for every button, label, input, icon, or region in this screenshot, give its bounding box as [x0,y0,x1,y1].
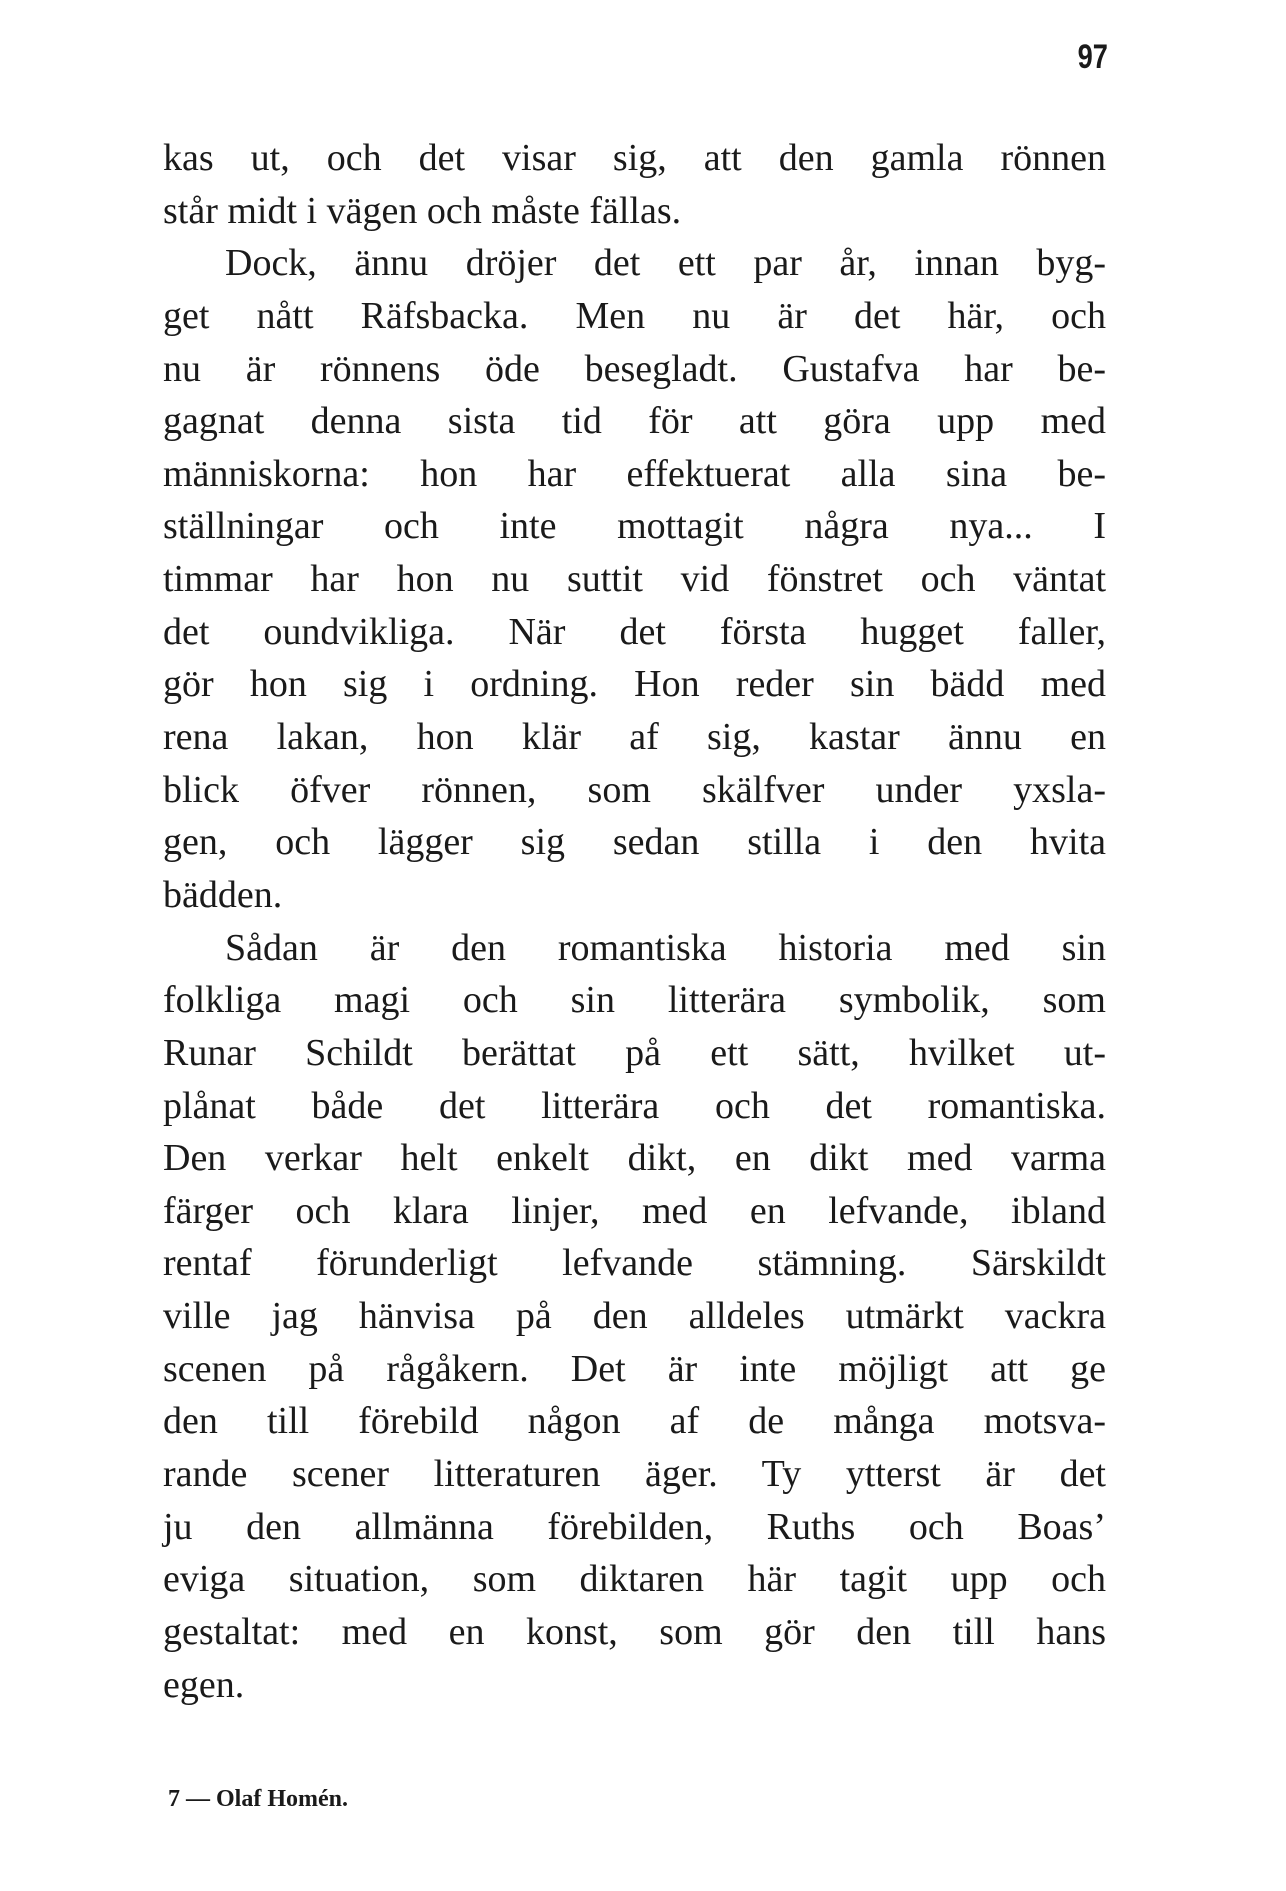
text-line: rentaf förunderligt lefvande stämning. Särskildt [163,1242,1106,1285]
text-line: ju den allmänna förebilden, Ruths och Boas’ [163,1505,1106,1548]
text-line: bädden. [163,873,283,916]
text-line: färger och klara linjer, med en lefvande, ibland [163,1189,1106,1232]
text-line: timmar har hon nu suttit vid fönstret och väntat [163,558,1106,601]
text-line: egen. [163,1663,245,1706]
text-line: Sådan är den romantiska historia med sin [225,926,1106,969]
text-line: rande scener litteraturen äger. Ty ytterst är det [163,1453,1106,1496]
text-line: plånat både det litterära och det romantiska. [163,1084,1106,1127]
text-line: kas ut, och det visar sig, att den gamla rönnen [163,137,1106,179]
page-number: 97 [1077,38,1108,76]
text-line: get nått Räfsbacka. Men nu är det här, och [163,294,1106,337]
body-text [163,132,1106,1711]
text-line: Dock, ännu dröjer det ett par år, innan byg- [225,242,1106,285]
text-line: gen, och lägger sig sedan stilla i den hvita [163,821,1106,864]
text-line: ställningar och inte mottagit några nya... I [163,505,1106,548]
signature-footer: 7 — Olaf Homén. [168,1786,348,1812]
text-line: gör hon sig i ordning. Hon reder sin bädd med [163,663,1106,706]
text-line: folkliga magi och sin litterära symbolik, som [163,979,1106,1022]
text-line: eviga situation, som diktaren här tagit upp och [163,1558,1106,1601]
text-line: gestaltat: med en konst, som gör den till hans [163,1610,1106,1653]
text-line: gagnat denna sista tid för att göra upp med [163,400,1106,443]
text-line: Runar Schildt berättat på ett sätt, hvilket ut- [163,1031,1106,1074]
text-line: det oundvikliga. När det första hugget faller, [163,610,1106,653]
text-line: Den verkar helt enkelt dikt, en dikt med varma [163,1137,1106,1180]
text-line: scenen på rågåkern. Det är inte möjligt att ge [163,1347,1106,1390]
text-line: den till förebild någon af de många motsva- [163,1400,1106,1443]
text-line: människorna: hon har effektuerat alla sina be- [163,452,1106,495]
text-line: står midt i vägen och måste fällas. [163,189,682,232]
text-line: blick öfver rönnen, som skälfver under yxsla- [163,768,1106,811]
text-line: nu är rönnens öde besegladt. Gustafva har be- [163,347,1106,390]
text-line: rena lakan, hon klär af sig, kastar ännu en [163,716,1106,759]
text-line: ville jag hänvisa på den alldeles utmärkt vackra [163,1295,1106,1338]
